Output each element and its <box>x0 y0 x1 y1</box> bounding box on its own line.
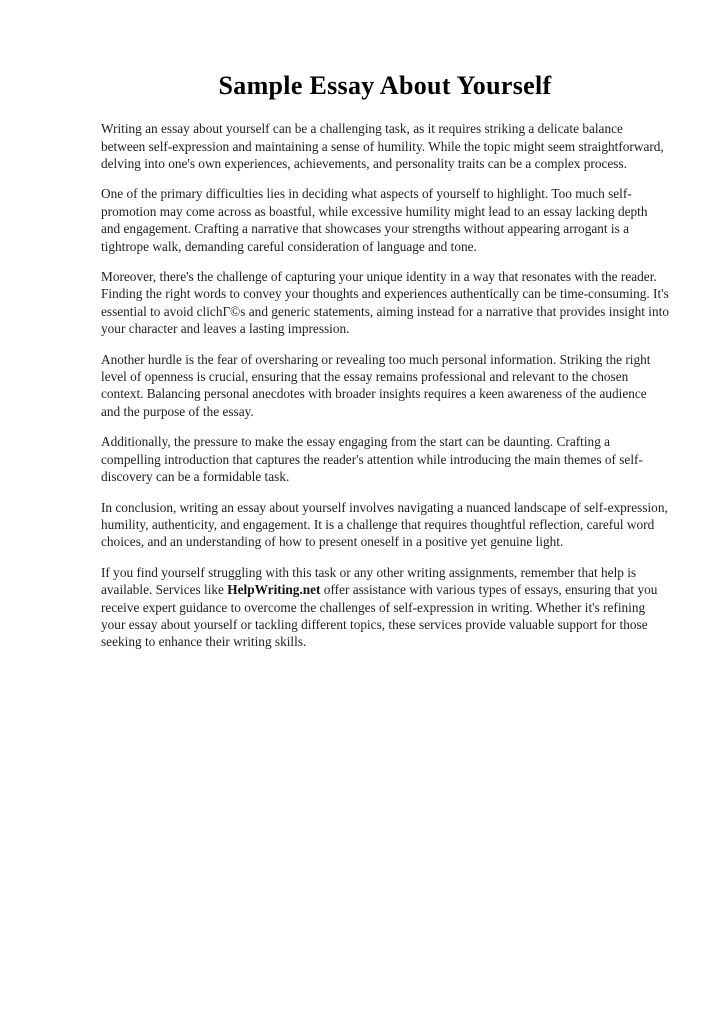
paragraph-difficulties: One of the primary difficulties lies in deciding what aspects of yourself to highlight. Too much self-promotion may come across as boastful, while excessive humility might lead to an essay lacking depth and engagement. Crafting a narrative that showcases your strengths without appearing arrogant is a tightrope walk, demanding careful consideration of language and tone. <box>101 186 648 254</box>
paragraph-services <box>101 564 669 651</box>
paragraph-intro: Writing an essay about yourself can be a challenging task, as it requires striking a delicate balance between self-expression and maintaining a sense of humility. While the topic might seem straightforward, delving into one's own experiences, achievements, and personality traits can be a complex process. <box>101 121 664 171</box>
services-text-after: offer assistance with various types of essays, ensuring that you receive expert guidance to overcome the challenges of self-expression in writing. Whether it's refining your essay about yourself or tackling different topics, these services provide valuable support for those seeking to enhance their writing skills. <box>101 582 658 650</box>
helpwriting-brand-text: HelpWriting.net <box>227 582 321 598</box>
page-title: Sample Essay About Yourself <box>218 71 552 100</box>
services-text-before: If you find yourself struggling with this task or any other writing assignments, remember that help is available. Services like <box>101 564 637 598</box>
paragraph-oversharing: Another hurdle is the fear of oversharing or revealing too much personal information. Striking the right level of openness is crucial, ensuring that the essay remains professional and relevant to the chosen context. Balancing personal anecdotes with broader insights requires a keen awareness of the audience and the purpose of the essay. <box>101 351 651 419</box>
paragraph-conclusion: In conclusion, writing an essay about yourself involves navigating a nuanced landscape of self-expression, humility, authenticity, and engagement. It is a challenge that requires thoughtful reflection, careful word choices, and an understanding of how to present oneself in a positive yet genuine light. <box>101 499 668 550</box>
paragraph-identity: Moreover, there's the challenge of capturing your unique identity in a way that resonates with the reader. Finding the right words to convey your thoughts and experiences authentically can be time-consuming. It's essential to avoid clichΓ©s and generic statements, aiming instead for a narrative that provides insight into your character and leaves a lasting impression. <box>101 269 669 337</box>
paragraph-engagement: Additionally, the pressure to make the essay engaging from the start can be daunting. Crafting a compelling introduction that captures the reader's attention while introducing the main themes of self-discovery can be a formidable task. <box>101 434 643 485</box>
document-content <box>101 70 669 664</box>
